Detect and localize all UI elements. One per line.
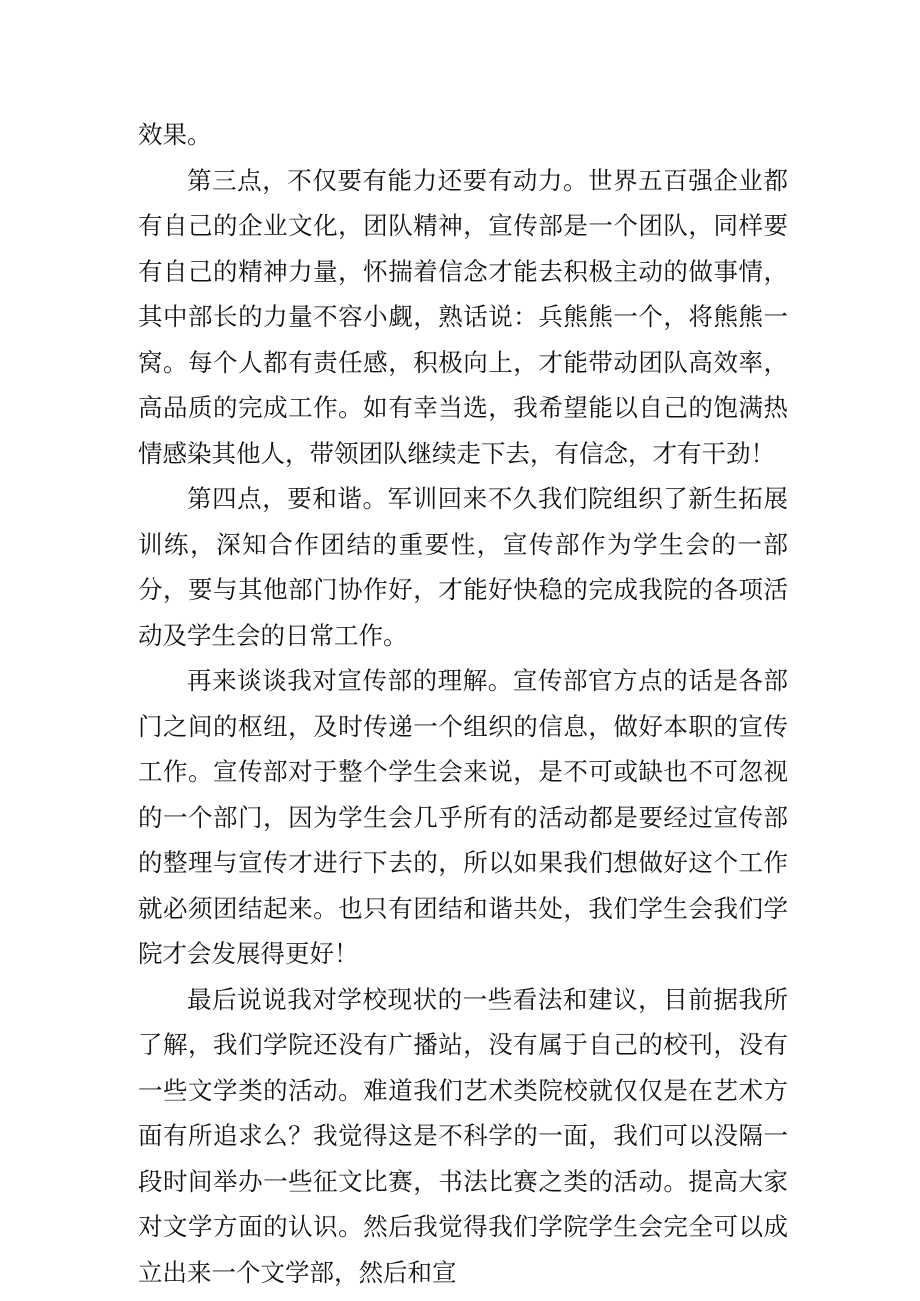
paragraph-point-three: 第三点，不仅要有能力还要有动力。世界五百强企业都有自己的企业文化，团队精神，宣传部是一个团队，同样要有自己的精神力量，怀揣着信念才能去积极主动的做事情，其中部长的力量不容小觑，熟话说：兵熊熊一个，将熊熊一窝。每个人都有责任感，积极向上，才能带动团队高效率，高品质的完成工作。如有幸当选，我希望能以自己的饱满热情感染其他人，带领团队继续走下去，有信念，才有干劲！ xyxy=(138,165,788,468)
paragraph-understanding: 再来谈谈我对宣传部的理解。宣传部官方点的话是各部门之间的枢纽，及时传递一个组织的信息，做好本职的宣传工作。宣传部对于整个学生会来说，是不可或缺也不可忽视的一个部门，因为学生会几乎所有的活动都是要经过宣传部的整理与宣传才进行下去的，所以如果我们想做好这个工作就必须团结起来。也只有团结和谐共处，我们学生会我们学院才会发展得更好！ xyxy=(138,666,788,968)
paragraph-continuation: 效果。 xyxy=(138,120,212,149)
paragraph-suggestions: 最后说说我对学校现状的一些看法和建议，目前据我所了解，我们学院还没有广播站，没有属于自己的校刊，没有一些文学类的活动。难道我们艺术类院校就仅仅是在艺术方面有所追求么？我觉得这是不科学的一面，我们可以没隔一段时间举办一些征文比赛，书法比赛之类的活动。提高大家对文学方面的认识。然后我觉得我们学院学生会完全可以成立出来一个文学部，然后和宣 xyxy=(138,984,788,1287)
paragraph-point-four: 第四点，要和谐。军训回来不久我们院组织了新生拓展训练，深知合作团结的重要性，宣传部作为学生会的一部分，要与其他部门协作好，才能好快稳的完成我院的各项活动及学生会的日常工作。 xyxy=(138,484,788,650)
document-body xyxy=(138,112,788,1295)
